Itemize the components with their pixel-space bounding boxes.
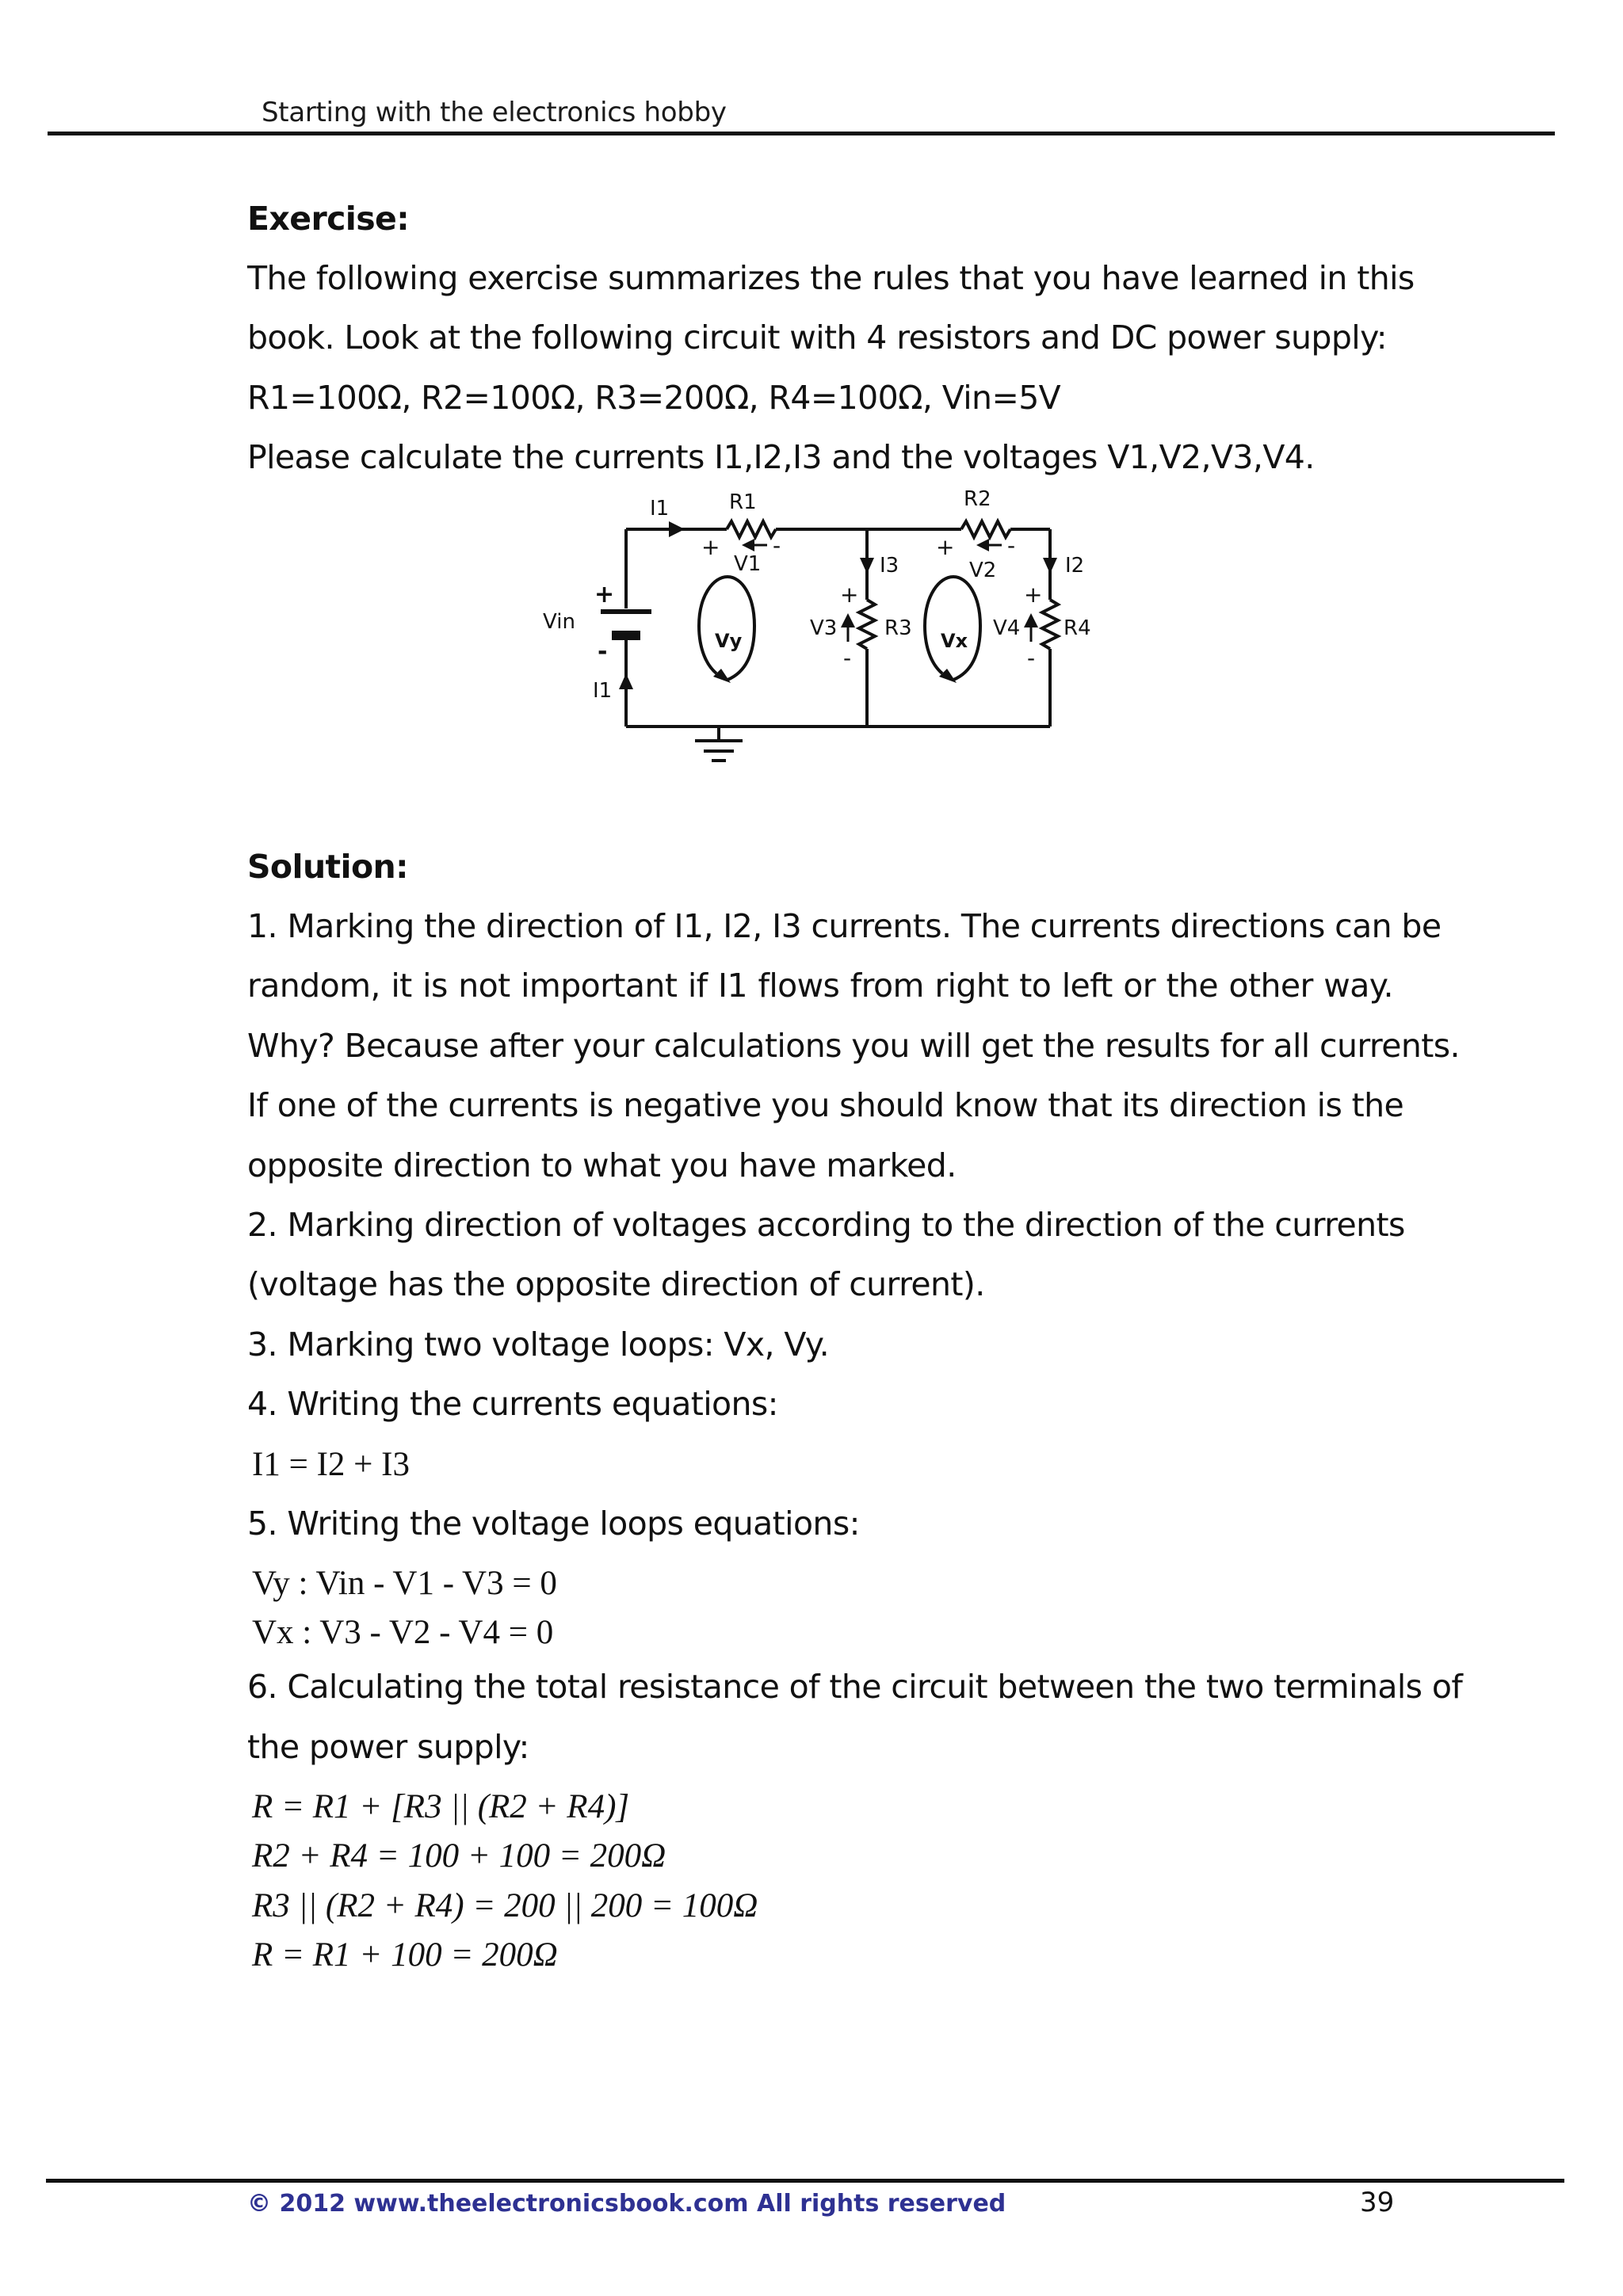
solution-line: 6. Calculating the total resistance of the circuit between the two terminals of — [247, 1668, 1463, 1706]
current-arrow-i1-top — [669, 521, 685, 537]
solution-line: 2. Marking direction of voltages according to the direction of the currents — [247, 1206, 1405, 1244]
exercise-question: Please calculate the currents I1,I2,I3 and the voltages V1,V2,V3,V4. — [247, 438, 1315, 476]
label-r2: R2 — [964, 487, 991, 511]
solution-line: 5. Writing the voltage loops equations: — [247, 1505, 860, 1543]
equation-result: R = R1 + 100 = 200Ω — [252, 1936, 558, 1974]
solution-line: Why? Because after your calculations you will get the results for all currents. — [247, 1027, 1460, 1065]
r4-minus: - — [1027, 645, 1036, 671]
voltage-arrow-v4 — [1024, 613, 1038, 627]
label-v2: V2 — [969, 559, 997, 582]
label-vx: Vx — [941, 630, 968, 652]
label-i2: I2 — [1065, 554, 1085, 578]
r2-minus: - — [1007, 532, 1016, 559]
footer-rule — [46, 2179, 1564, 2183]
resistor-r1 — [727, 521, 776, 537]
current-arrow-i1-left — [619, 673, 633, 689]
voltage-arrow-v3 — [841, 613, 855, 627]
r3-plus: + — [840, 582, 859, 608]
resistor-r3 — [859, 600, 875, 649]
label-i1-top: I1 — [650, 497, 670, 521]
running-header: Starting with the electronics hobby — [262, 97, 727, 128]
label-vin: Vin — [543, 610, 575, 634]
current-arrow-i2 — [1043, 558, 1057, 574]
header-rule — [48, 132, 1555, 135]
label-vy: Vy — [715, 630, 743, 652]
voltage-arrow-v2 — [976, 539, 989, 551]
loop-vx — [925, 577, 980, 680]
solution-line: 3. Marking two voltage loops: Vx, Vy. — [247, 1325, 829, 1363]
equation-series: R2 + R4 = 100 + 100 = 200Ω — [252, 1837, 666, 1875]
exercise-line: The following exercise summarizes the rules that you have learned in this — [247, 259, 1415, 297]
equation-total-resistance: R = R1 + [R3 || (R2 + R4)] — [252, 1788, 630, 1825]
label-r1: R1 — [729, 490, 757, 514]
solution-line: If one of the currents is negative you should know that its direction is the — [247, 1086, 1404, 1124]
battery-minus: - — [598, 638, 608, 666]
r1-minus: - — [773, 532, 781, 559]
equation-loop-vy: Vy : Vin - V1 - V3 = 0 — [252, 1565, 557, 1602]
label-r4: R4 — [1064, 616, 1091, 640]
circuit-diagram — [523, 475, 1125, 776]
r4-plus: + — [1024, 582, 1043, 608]
equation-parallel: R3 || (R2 + R4) = 200 || 200 = 100Ω — [252, 1887, 758, 1924]
current-arrow-i3 — [860, 558, 874, 574]
resistor-r4 — [1042, 600, 1058, 649]
exercise-heading: Exercise: — [247, 200, 410, 238]
ground-symbol — [695, 727, 743, 761]
r1-plus: + — [701, 534, 720, 560]
solution-line: random, it is not important if I1 flows from right to left or the other way. — [247, 967, 1393, 1005]
footer-copyright[interactable]: © 2012 www.theelectronicsbook.com All rights reserved — [247, 2190, 1006, 2218]
solution-heading: Solution: — [247, 848, 408, 886]
resistor-values: R1=100Ω, R2=100Ω, R3=200Ω, R4=100Ω, Vin=5V — [247, 379, 1061, 417]
r2-plus: + — [936, 534, 955, 560]
voltage-arrow-v1 — [742, 539, 754, 551]
label-i3: I3 — [880, 554, 899, 578]
equation-loop-vx: Vx : V3 - V2 - V4 = 0 — [252, 1614, 554, 1651]
label-i1-bottom: I1 — [593, 679, 613, 703]
page-number: 39 — [1360, 2187, 1395, 2218]
battery-plus: + — [594, 581, 615, 608]
r3-minus: - — [843, 645, 852, 671]
solution-line: the power supply: — [247, 1728, 529, 1766]
equation-currents: I1 = I2 + I3 — [252, 1446, 410, 1483]
solution-line: 1. Marking the direction of I1, I2, I3 currents. The currents directions can be — [247, 907, 1442, 945]
label-v1: V1 — [734, 552, 762, 576]
label-v3: V3 — [810, 616, 838, 640]
solution-line: 4. Writing the currents equations: — [247, 1385, 778, 1423]
solution-line: (voltage has the opposite direction of current). — [247, 1265, 985, 1303]
loop-vy — [699, 577, 754, 680]
solution-line: opposite direction to what you have marked. — [247, 1146, 957, 1184]
exercise-line: book. Look at the following circuit with 4 resistors and DC power supply: — [247, 318, 1387, 357]
resistor-r2 — [961, 521, 1010, 537]
label-v4: V4 — [993, 616, 1021, 640]
label-r3: R3 — [884, 616, 912, 640]
